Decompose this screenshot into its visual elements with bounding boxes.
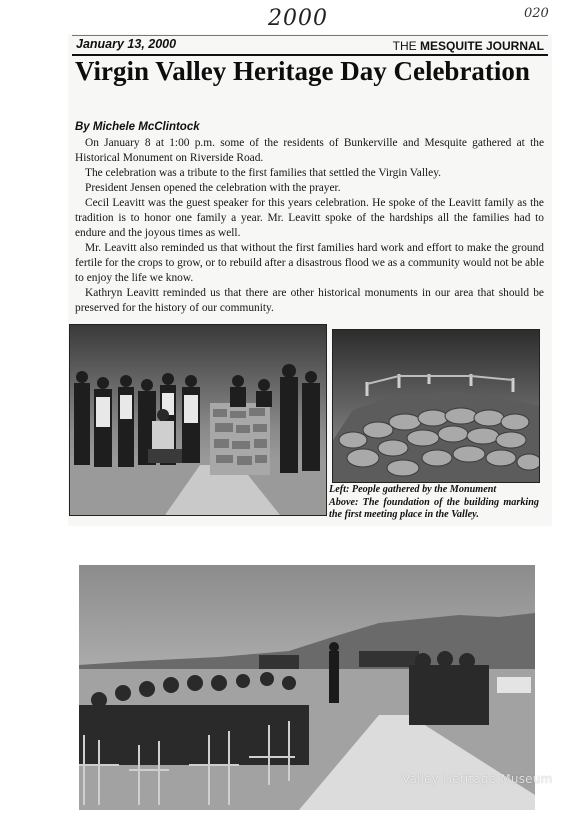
article-paragraph: On January 8 at 1:00 p.m. some of the residents of Bunkerville and Mesquite gathered at the Historical Monument on Riverside Road. [75, 137, 544, 164]
paper-name: MESQUITE JOURNAL [419, 39, 544, 53]
paper-prefix: THE [392, 39, 420, 53]
rock-foundation-photo [332, 329, 540, 483]
article-paragraph: President Jensen opened the celebration with the prayer. [85, 182, 341, 194]
article-headline: Virgin Valley Heritage Day Celebration [75, 56, 530, 86]
article-paragraph: Mr. Leavitt also reminded us that without the first families hard work and effort to make the ground fertile for the crops to grow, or to rebuild after a disastrous flood we as a community would not be able to enjoy the life we know. [75, 242, 544, 284]
handwritten-item-code: 020 [524, 6, 549, 21]
masthead-paper-name [393, 39, 544, 53]
museum-watermark: Valley Heritage Museum [402, 772, 553, 786]
masthead-date: January 13, 2000 [76, 37, 177, 51]
handwritten-year-note: 2000 [268, 6, 328, 31]
monument-group-photo [69, 324, 327, 516]
article-paragraph: The celebration was a tribute to the first families that settled the Virgin Valley. [85, 167, 442, 179]
photo-caption [329, 484, 539, 522]
article-body [75, 136, 544, 316]
article-byline: By Michele McClintock [75, 121, 200, 133]
article-paragraph: Cecil Leavitt was the guest speaker for this years celebration. He spoke of the Leavitt family as the tradition is to honor one family a year. Mr. Leavitt spoke of the hardships all the families had to endure and the joyous times as well. [75, 197, 544, 239]
article-paragraph: Kathryn Leavitt reminded us that there are other historical monuments in our area that should be preserved for the history of our community. [75, 287, 544, 314]
caption-left: Left: People gathered by the Monument [329, 484, 497, 495]
masthead [72, 35, 548, 56]
caption-above: Above: The foundation of the building marking the first meeting place in the Valley. [329, 496, 539, 520]
